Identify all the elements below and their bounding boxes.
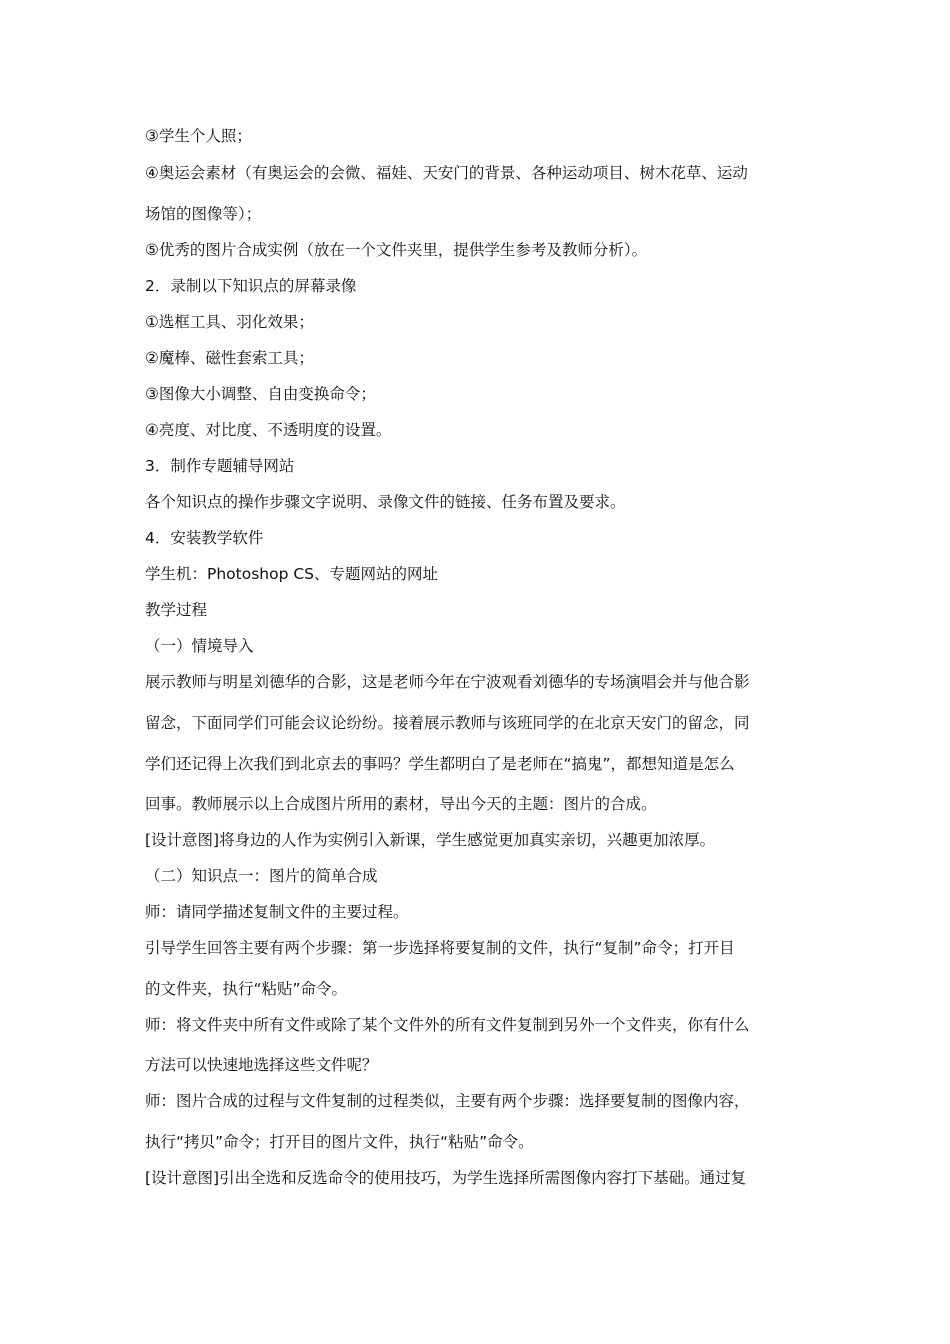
section-heading: 4．安装教学软件	[145, 529, 264, 547]
text-line: ①选框工具、羽化效果；	[145, 313, 314, 331]
text-line: 执行“拷贝”命令；打开目的图片文件，执行“粘贴”命令。	[145, 1133, 534, 1151]
text-line: 师：请同学描述复制文件的主要过程。	[145, 903, 409, 921]
section-heading: 3．制作专题辅导网站	[145, 457, 295, 475]
text-line: ③图像大小调整、自由变换命令；	[145, 385, 376, 403]
text-line: 师：图片合成的过程与文件复制的过程类似，主要有两个步骤：选择要复制的图像内容，	[145, 1092, 750, 1110]
text-line: [设计意图]将身边的人作为实例引入新课，学生感觉更加真实亲切，兴趣更加浓厚。	[145, 831, 716, 849]
text-line: ④奥运会素材（有奥运会的会微、福娃、天安门的背景、各种运动项目、树木花草、运动	[145, 164, 748, 182]
text-line: 各个知识点的操作步骤文字说明、录像文件的链接、任务布置及要求。	[145, 493, 626, 511]
text-line: 学们还记得上次我们到北京去的事吗？学生都明白了是老师在“搞鬼”，都想知道是怎么	[145, 755, 735, 773]
text-line: 的文件夹，执行“粘贴”命令。	[145, 980, 348, 998]
text-line: ②魔棒、磁性套索工具；	[145, 349, 314, 367]
text-line: 回事。教师展示以上合成图片所用的素材，导出今天的主题：图片的合成。	[145, 795, 657, 813]
text-line: [设计意图]引出全选和反选命令的使用技巧，为学生选择所需图像内容打下基础。通过复	[145, 1169, 747, 1187]
text-line: ④亮度、对比度、不透明度的设置。	[145, 421, 392, 439]
section-heading: （二）知识点一：图片的简单合成	[145, 867, 378, 885]
text-line: 留念，下面同学们可能会议论纷纷。接着展示教师与该班同学的在北京天安门的留念，同	[145, 714, 750, 732]
section-heading: 2．录制以下知识点的屏幕录像	[145, 277, 357, 295]
text-line: 展示教师与明星刘德华的合影，这是老师今年在宁波观看刘德华的专场演唱会并与他合影	[145, 673, 750, 691]
section-heading: （一）情境导入	[145, 637, 254, 655]
section-heading: 教学过程	[145, 601, 208, 619]
text-line: 学生机：Photoshop CS、专题网站的网址	[145, 565, 439, 583]
text-line: 场馆的图像等）；	[145, 205, 262, 223]
text-line: 师：将文件夹中所有文件或除了某个文件外的所有文件复制到另外一个文件夹，你有什么	[145, 1016, 750, 1034]
text-line: 引导学生回答主要有两个步骤：第一步选择将要复制的文件，执行“复制”命令；打开目	[145, 939, 735, 957]
text-line: 方法可以快速地选择这些文件呢？	[145, 1056, 378, 1074]
text-line: ⑤优秀的图片合成实例（放在一个文件夹里，提供学生参考及教师分析）。	[145, 241, 648, 259]
text-line: ③学生个人照；	[145, 127, 252, 145]
